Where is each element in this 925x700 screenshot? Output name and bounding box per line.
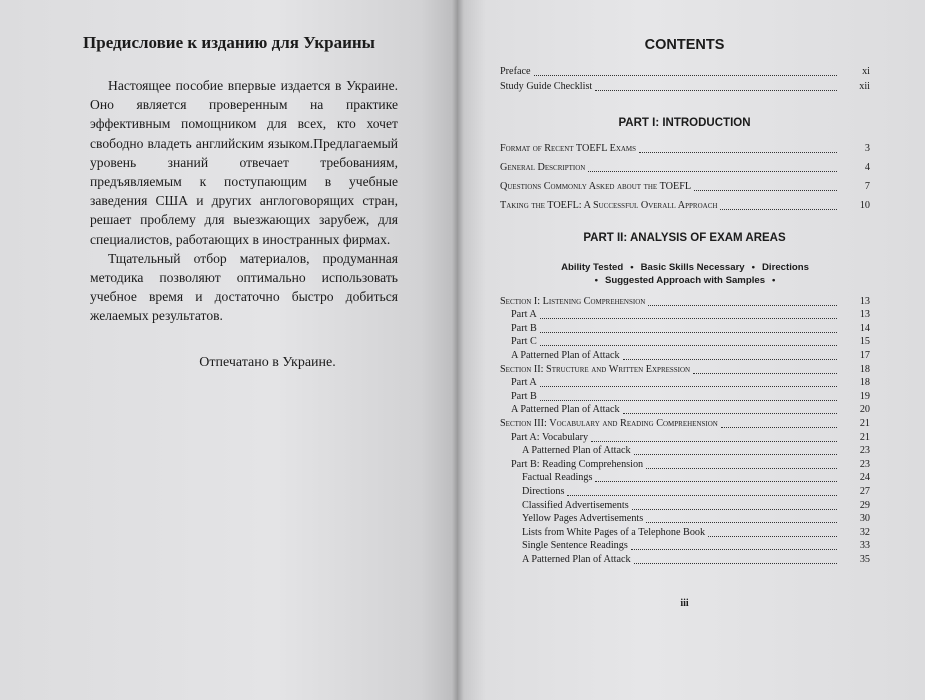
toc-entry-label: A Patterned Plan of Attack — [522, 553, 631, 565]
toc-leader-dots — [720, 209, 837, 210]
preface-paragraph: Тщательный отбор материалов, продуманная методика позволяют оптимально использовать учебное время и достаточно быстро добиться желаемых результатов. — [90, 250, 398, 324]
toc-entry — [500, 348, 870, 362]
toc-part1-list — [500, 136, 870, 212]
bullet-icon: • — [772, 275, 776, 286]
preface-title: Предисловие к изданию для Украины — [83, 33, 375, 52]
left-page — [0, 0, 458, 700]
toc-leader-dots — [708, 536, 837, 537]
toc-entry-page: 10 — [859, 200, 870, 211]
toc-entry — [500, 484, 870, 498]
toc-entry-page: 17 — [859, 349, 870, 361]
toc-entry-label: Classified Advertisements — [522, 499, 629, 511]
toc-entry-page: 7 — [864, 181, 870, 192]
toc-entry-page: 24 — [859, 472, 870, 484]
toc-entry-label: Section II: Structure and Written Expression — [500, 363, 691, 375]
toc-entry-label: A Patterned Plan of Attack — [511, 349, 620, 361]
toc-leader-dots — [623, 359, 837, 360]
toc-entry-label: Format of Recent TOEFL Exams — [500, 143, 637, 154]
feature-item: Ability Tested — [561, 262, 624, 273]
bullet-icon: • — [594, 275, 598, 286]
toc-entry — [500, 539, 870, 553]
toc-entry-page: 35 — [859, 553, 870, 565]
toc-entry-page: xii — [859, 81, 870, 92]
part2-heading: PART II: ANALYSIS OF EXAM AREAS — [583, 232, 786, 244]
toc-leader-dots — [721, 427, 837, 428]
toc-entry — [500, 430, 870, 444]
toc-leader-dots — [567, 495, 837, 496]
toc-entry-label: Section I: Listening Comprehension — [500, 295, 646, 307]
toc-entry-label: Factual Readings — [522, 472, 593, 484]
toc-leader-dots — [595, 481, 837, 482]
toc-entry — [500, 174, 870, 193]
toc-entry-page: 18 — [859, 377, 870, 389]
toc-entry-label: Part A — [511, 377, 537, 389]
toc-entry — [500, 155, 870, 174]
toc-entry-page: 15 — [859, 336, 870, 348]
toc-entry-label: General Description — [500, 162, 586, 173]
toc-entry — [500, 512, 870, 526]
toc-entry-page: 21 — [859, 431, 870, 443]
toc-part2-list — [500, 294, 870, 566]
toc-leader-dots — [694, 190, 837, 191]
contents-title: CONTENTS — [644, 37, 725, 53]
toc-entry-label: Lists from White Pages of a Telephone Book — [522, 526, 706, 538]
preface-body — [90, 76, 398, 326]
toc-entry — [500, 78, 870, 93]
toc-entry-label: Taking the TOEFL: A Successful Overall Approach — [500, 200, 718, 211]
feature-item: Suggested Approach with Samples — [604, 275, 766, 286]
toc-entry-page: 4 — [864, 162, 870, 173]
toc-entry-page: 3 — [864, 143, 870, 154]
toc-entry-page: 13 — [859, 295, 870, 307]
toc-leader-dots — [648, 305, 837, 306]
bullet-icon: • — [630, 262, 634, 273]
toc-entry — [500, 193, 870, 212]
toc-entry — [500, 308, 870, 322]
toc-entry-label: Preface — [500, 66, 531, 77]
preface-paragraph: Настоящее пособие впервые издается в Украине. Оно является проверенным на практике эффективным помощником для всех, кто хочет свободно владеть английским языком.Предлагаемый уровень знаний отвечает требованиям, предъявляемым к поступающим в учебные заведения США и других англоговорящих стран, решает проблему для выезжающих зарубеж, для специалистов, работающих в иностранных фирмах. — [90, 78, 398, 247]
toc-entry — [500, 294, 870, 308]
feature-item: Basic Skills Necessary — [640, 262, 745, 273]
toc-leader-dots — [540, 386, 837, 387]
toc-entry-page: 14 — [859, 322, 870, 334]
toc-entry-page: 27 — [859, 485, 870, 497]
toc-entry-label: Part A: Vocabulary — [511, 431, 589, 443]
toc-entry — [500, 362, 870, 376]
toc-entry-page: 20 — [859, 404, 870, 416]
toc-entry — [500, 403, 870, 417]
toc-entry-page: 23 — [859, 458, 870, 470]
toc-entry — [500, 498, 870, 512]
toc-entry-page: 30 — [859, 513, 870, 525]
feature-item: Directions — [762, 262, 809, 273]
toc-entry-label: Single Sentence Readings — [522, 540, 628, 552]
toc-leader-dots — [540, 345, 837, 346]
toc-entry-label: Questions Commonly Asked about the TOEFL — [500, 181, 692, 192]
toc-entry — [500, 63, 870, 78]
part2-feature-list — [500, 261, 870, 287]
toc-entry-label: Section III: Vocabulary and Reading Comprehension — [500, 417, 718, 429]
toc-leader-dots — [540, 400, 837, 401]
printed-in-note: Отпечатано в Украине. — [199, 355, 336, 370]
toc-leader-dots — [591, 441, 837, 442]
toc-entry — [500, 525, 870, 539]
toc-front-matter — [500, 63, 870, 93]
toc-entry-page: xi — [862, 66, 870, 77]
toc-entry-label: Study Guide Checklist — [500, 81, 593, 92]
toc-entry-page: 33 — [859, 540, 870, 552]
page-number: iii — [680, 598, 689, 609]
toc-leader-dots — [540, 318, 837, 319]
toc-leader-dots — [623, 413, 837, 414]
toc-entry-page: 29 — [859, 499, 870, 511]
toc-entry-label: Part A — [511, 309, 537, 321]
toc-leader-dots — [693, 373, 837, 374]
toc-leader-dots — [540, 332, 837, 333]
toc-entry-label: Part C — [511, 336, 537, 348]
toc-entry-label: Directions — [522, 485, 565, 497]
toc-entry-page: 19 — [859, 390, 870, 402]
toc-entry — [500, 471, 870, 485]
toc-leader-dots — [634, 454, 837, 455]
toc-entry-label: A Patterned Plan of Attack — [511, 404, 620, 416]
toc-entry-label: A Patterned Plan of Attack — [522, 445, 631, 457]
toc-entry-label: Yellow Pages Advertisements — [522, 513, 644, 525]
toc-entry — [500, 457, 870, 471]
toc-entry — [500, 136, 870, 155]
toc-entry-label: Part B: Reading Comprehension — [511, 458, 644, 470]
toc-entry-page: 23 — [859, 445, 870, 457]
toc-leader-dots — [534, 75, 837, 76]
toc-entry — [500, 552, 870, 566]
book-gutter — [452, 0, 464, 700]
bullet-icon: • — [751, 262, 755, 273]
toc-entry-page: 21 — [859, 417, 870, 429]
part1-heading: PART I: INTRODUCTION — [618, 117, 751, 129]
toc-entry-page: 18 — [859, 363, 870, 375]
toc-entry — [500, 376, 870, 390]
toc-leader-dots — [632, 509, 837, 510]
toc-entry-label: Part B — [511, 322, 537, 334]
toc-leader-dots — [639, 152, 837, 153]
toc-entry-page: 32 — [859, 526, 870, 538]
toc-leader-dots — [631, 549, 837, 550]
toc-leader-dots — [588, 171, 837, 172]
toc-entry-page: 13 — [859, 309, 870, 321]
toc-entry — [500, 389, 870, 403]
toc-entry-label: Part B — [511, 390, 537, 402]
toc-leader-dots — [595, 90, 837, 91]
toc-entry — [500, 335, 870, 349]
toc-entry — [500, 444, 870, 458]
toc-entry — [500, 321, 870, 335]
toc-entry — [500, 416, 870, 430]
toc-leader-dots — [646, 468, 837, 469]
toc-leader-dots — [634, 563, 837, 564]
toc-leader-dots — [646, 522, 837, 523]
